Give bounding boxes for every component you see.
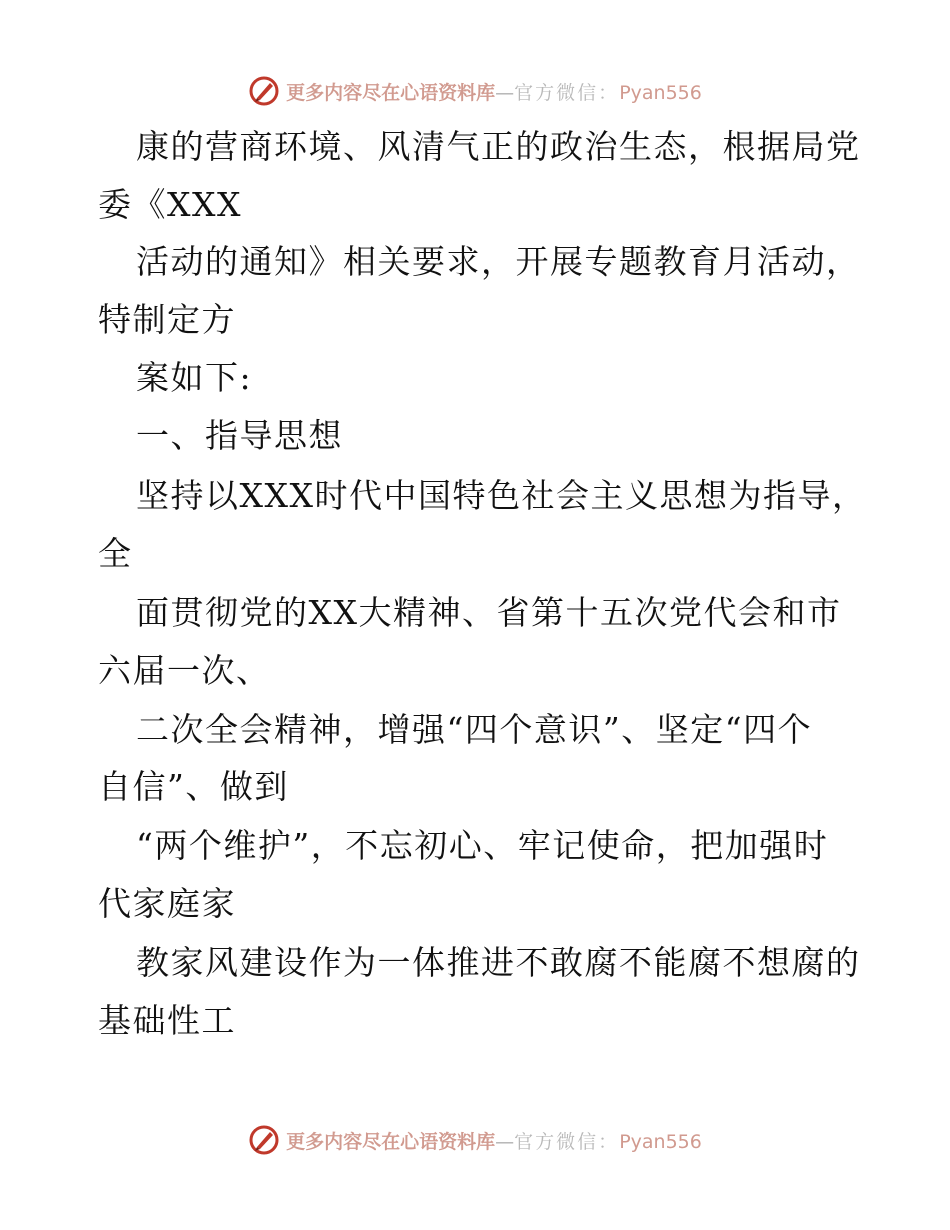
text-line: 面贯彻党的XX大精神、省第十五次党代会和市 xyxy=(136,593,842,632)
section-heading: 一、指导思想 xyxy=(136,416,343,455)
watermark-separator: — xyxy=(495,81,515,104)
watermark-group xyxy=(248,75,702,107)
text-line: 特制定方 xyxy=(98,300,236,339)
quill-pen-logo-icon xyxy=(248,1124,280,1156)
quill-pen-logo-icon xyxy=(248,75,280,107)
footer-watermark xyxy=(0,1120,950,1160)
text-line: 案如下: xyxy=(136,358,253,397)
watermark-text xyxy=(286,78,702,105)
text-line: 教家风建设作为一体推进不敢腐不能腐不想腐的 xyxy=(136,943,861,982)
watermark-wechat-label: 官方微信： xyxy=(514,1130,620,1153)
text-line: 康的营商环境、风清气正的政治生态，根据局党 xyxy=(136,127,861,166)
text-line: 活动的通知》相关要求，开展专题教育月活动， xyxy=(136,242,861,281)
text-line: 基础性工 xyxy=(98,1001,236,1040)
watermark-main-text: 更多内容尽在心语资料库 xyxy=(286,1130,496,1153)
watermark-main-text: 更多内容尽在心语资料库 xyxy=(286,81,496,104)
text-line: 代家庭家 xyxy=(98,884,236,923)
text-line: 委《XXX xyxy=(98,185,242,224)
watermark-wechat-id: Pyan556 xyxy=(619,1130,702,1153)
text-line: 六届一次、 xyxy=(98,651,271,690)
text-line: 坚持以XXX时代中国特色社会主义思想为指导， xyxy=(136,476,867,515)
watermark-group xyxy=(248,1124,702,1156)
text-line: 二次全会精神，增强“四个意识”、坚定“四个 xyxy=(136,710,813,749)
watermark-wechat-label: 官方微信： xyxy=(514,81,620,104)
watermark-separator: — xyxy=(495,1130,515,1153)
watermark-text xyxy=(286,1127,702,1154)
header-watermark xyxy=(0,71,950,111)
text-line: 全 xyxy=(98,534,133,573)
watermark-wechat-id: Pyan556 xyxy=(619,81,702,104)
text-line: 自信”、做到 xyxy=(98,767,289,806)
text-line: “两个维护”，不忘初心、牢记使命，把加强时 xyxy=(136,826,829,865)
